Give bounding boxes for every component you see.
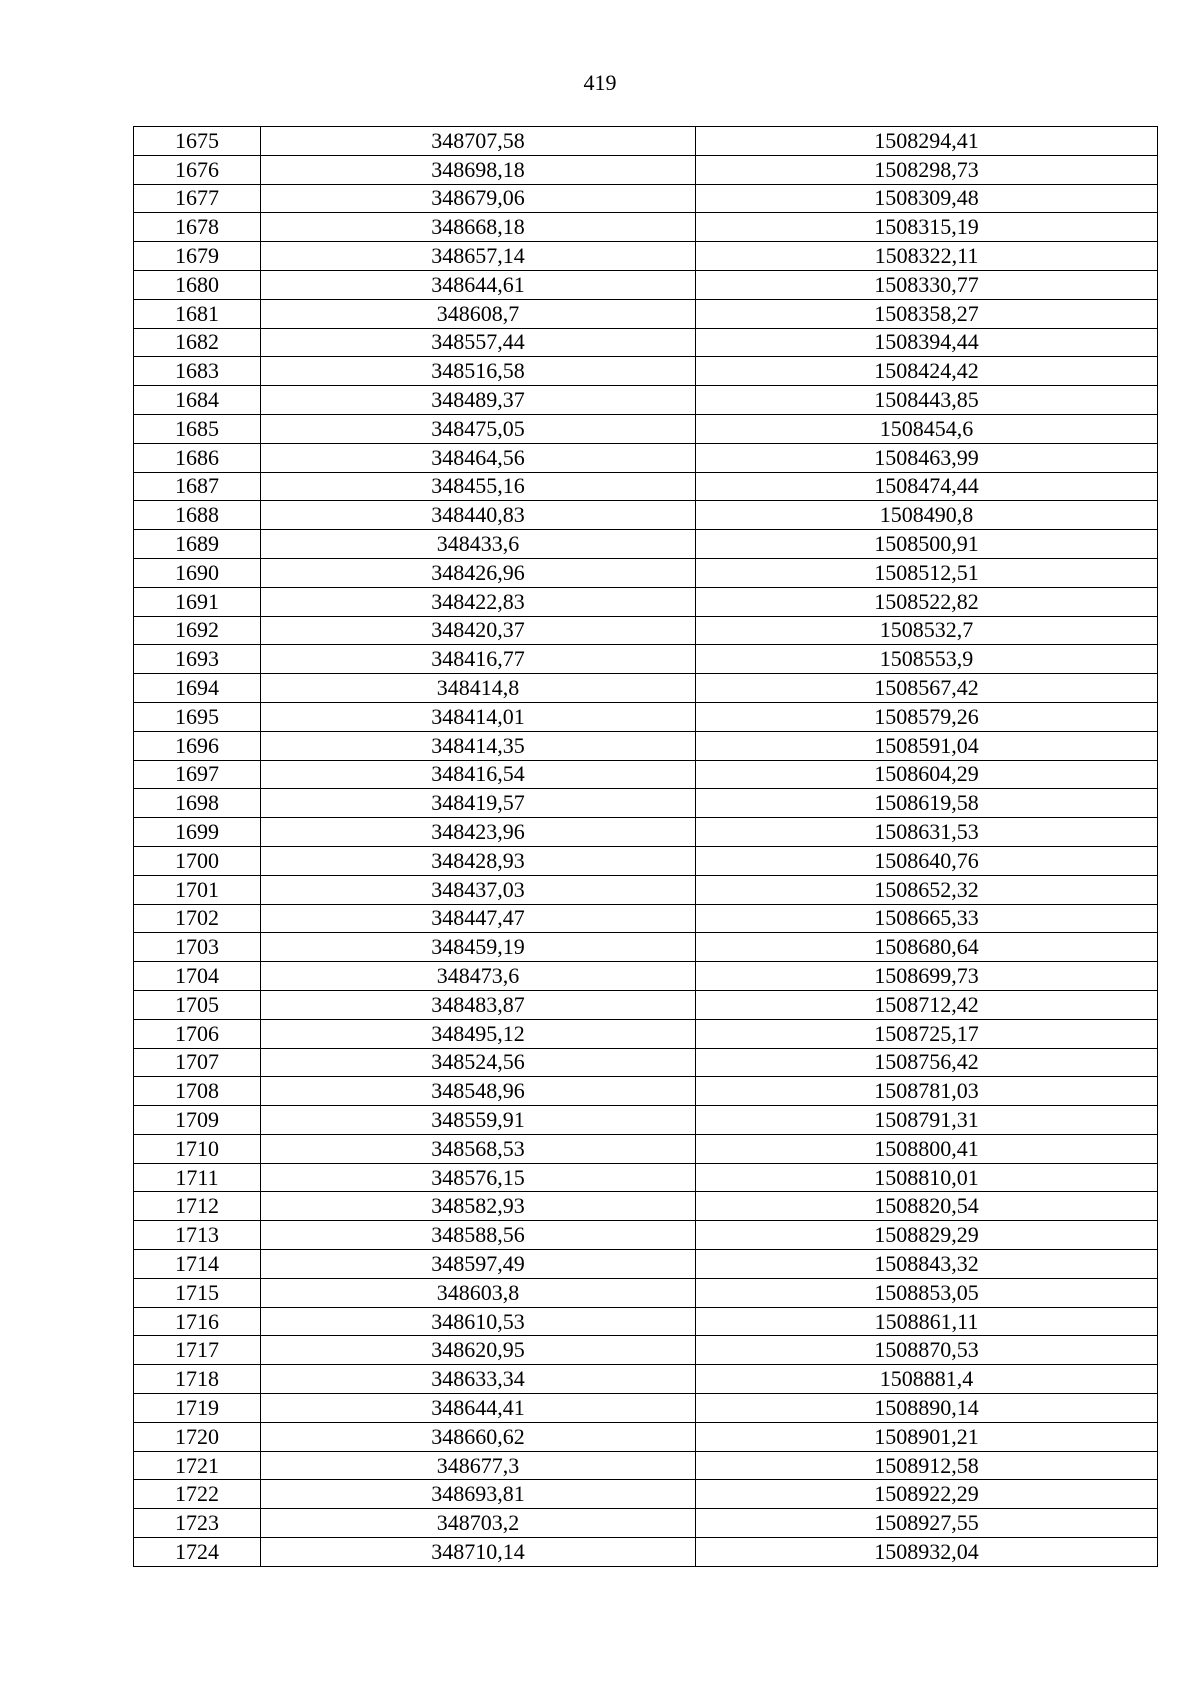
x-coordinate-cell: 348420,37: [261, 616, 696, 645]
table-row: [134, 184, 1158, 213]
point-number-cell: 1714: [134, 1250, 261, 1279]
y-coordinate-cell: 1508358,27: [696, 299, 1158, 328]
x-coordinate-cell: 348679,06: [261, 184, 696, 213]
point-number-cell: 1703: [134, 933, 261, 962]
x-coordinate-cell: 348416,54: [261, 760, 696, 789]
point-number-cell: 1698: [134, 789, 261, 818]
table-row: [134, 443, 1158, 472]
point-number-cell: 1691: [134, 587, 261, 616]
table-row: [134, 472, 1158, 501]
table-row: [134, 1048, 1158, 1077]
point-number-cell: 1701: [134, 875, 261, 904]
x-coordinate-cell: 348644,61: [261, 270, 696, 299]
point-number-cell: 1680: [134, 270, 261, 299]
point-number-cell: 1700: [134, 846, 261, 875]
table-row: [134, 155, 1158, 184]
table-row: [134, 731, 1158, 760]
y-coordinate-cell: 1508315,19: [696, 213, 1158, 242]
y-coordinate-cell: 1508298,73: [696, 155, 1158, 184]
x-coordinate-cell: 348703,2: [261, 1509, 696, 1538]
y-coordinate-cell: 1508881,4: [696, 1365, 1158, 1394]
point-number-cell: 1696: [134, 731, 261, 760]
table-row: [134, 1538, 1158, 1567]
table-row: [134, 1278, 1158, 1307]
table-row: [134, 270, 1158, 299]
x-coordinate-cell: 348657,14: [261, 242, 696, 271]
y-coordinate-cell: 1508829,29: [696, 1221, 1158, 1250]
table-row: [134, 328, 1158, 357]
x-coordinate-cell: 348582,93: [261, 1192, 696, 1221]
x-coordinate-cell: 348516,58: [261, 357, 696, 386]
x-coordinate-cell: 348710,14: [261, 1538, 696, 1567]
y-coordinate-cell: 1508553,9: [696, 645, 1158, 674]
table-row: [134, 1336, 1158, 1365]
y-coordinate-cell: 1508619,58: [696, 789, 1158, 818]
point-number-cell: 1692: [134, 616, 261, 645]
y-coordinate-cell: 1508712,42: [696, 990, 1158, 1019]
table-row: [134, 818, 1158, 847]
y-coordinate-cell: 1508522,82: [696, 587, 1158, 616]
point-number-cell: 1684: [134, 386, 261, 415]
point-number-cell: 1707: [134, 1048, 261, 1077]
y-coordinate-cell: 1508927,55: [696, 1509, 1158, 1538]
table-row: [134, 1307, 1158, 1336]
x-coordinate-cell: 348475,05: [261, 414, 696, 443]
x-coordinate-cell: 348668,18: [261, 213, 696, 242]
point-number-cell: 1723: [134, 1509, 261, 1538]
point-number-cell: 1682: [134, 328, 261, 357]
x-coordinate-cell: 348588,56: [261, 1221, 696, 1250]
x-coordinate-cell: 348422,83: [261, 587, 696, 616]
y-coordinate-cell: 1508791,31: [696, 1106, 1158, 1135]
table-row: [134, 1422, 1158, 1451]
point-number-cell: 1693: [134, 645, 261, 674]
table-row: [134, 1163, 1158, 1192]
x-coordinate-cell: 348495,12: [261, 1019, 696, 1048]
table-row: [134, 1509, 1158, 1538]
y-coordinate-cell: 1508424,42: [696, 357, 1158, 386]
point-number-cell: 1719: [134, 1394, 261, 1423]
x-coordinate-cell: 348548,96: [261, 1077, 696, 1106]
y-coordinate-cell: 1508901,21: [696, 1422, 1158, 1451]
x-coordinate-cell: 348576,15: [261, 1163, 696, 1192]
point-number-cell: 1681: [134, 299, 261, 328]
x-coordinate-cell: 348660,62: [261, 1422, 696, 1451]
point-number-cell: 1706: [134, 1019, 261, 1048]
point-number-cell: 1679: [134, 242, 261, 271]
point-number-cell: 1702: [134, 904, 261, 933]
table-row: [134, 1077, 1158, 1106]
table-row: [134, 587, 1158, 616]
table-row: [134, 501, 1158, 530]
table-row: [134, 558, 1158, 587]
x-coordinate-cell: 348414,35: [261, 731, 696, 760]
point-number-cell: 1687: [134, 472, 261, 501]
table-row: [134, 1250, 1158, 1279]
x-coordinate-cell: 348473,6: [261, 962, 696, 991]
y-coordinate-cell: 1508490,8: [696, 501, 1158, 530]
table-row: [134, 1019, 1158, 1048]
x-coordinate-cell: 348423,96: [261, 818, 696, 847]
table-row: [134, 127, 1158, 156]
table-row: [134, 933, 1158, 962]
table-row: [134, 1221, 1158, 1250]
point-number-cell: 1676: [134, 155, 261, 184]
table-row: [134, 1365, 1158, 1394]
table-row: [134, 242, 1158, 271]
table-row: [134, 414, 1158, 443]
point-number-cell: 1722: [134, 1480, 261, 1509]
y-coordinate-cell: 1508781,03: [696, 1077, 1158, 1106]
y-coordinate-cell: 1508500,91: [696, 530, 1158, 559]
coordinates-table: [133, 126, 1158, 1567]
y-coordinate-cell: 1508725,17: [696, 1019, 1158, 1048]
point-number-cell: 1718: [134, 1365, 261, 1394]
x-coordinate-cell: 348414,8: [261, 674, 696, 703]
y-coordinate-cell: 1508512,51: [696, 558, 1158, 587]
y-coordinate-cell: 1508532,7: [696, 616, 1158, 645]
y-coordinate-cell: 1508591,04: [696, 731, 1158, 760]
point-number-cell: 1715: [134, 1278, 261, 1307]
table-row: [134, 846, 1158, 875]
table-row: [134, 702, 1158, 731]
x-coordinate-cell: 348437,03: [261, 875, 696, 904]
point-number-cell: 1721: [134, 1451, 261, 1480]
y-coordinate-cell: 1508567,42: [696, 674, 1158, 703]
y-coordinate-cell: 1508800,41: [696, 1134, 1158, 1163]
x-coordinate-cell: 348489,37: [261, 386, 696, 415]
x-coordinate-cell: 348464,56: [261, 443, 696, 472]
x-coordinate-cell: 348633,34: [261, 1365, 696, 1394]
x-coordinate-cell: 348698,18: [261, 155, 696, 184]
point-number-cell: 1686: [134, 443, 261, 472]
table-row: [134, 875, 1158, 904]
y-coordinate-cell: 1508843,32: [696, 1250, 1158, 1279]
x-coordinate-cell: 348426,96: [261, 558, 696, 587]
x-coordinate-cell: 348693,81: [261, 1480, 696, 1509]
table-row: [134, 386, 1158, 415]
y-coordinate-cell: 1508322,11: [696, 242, 1158, 271]
y-coordinate-cell: 1508474,44: [696, 472, 1158, 501]
y-coordinate-cell: 1508443,85: [696, 386, 1158, 415]
table-row: [134, 1106, 1158, 1135]
x-coordinate-cell: 348483,87: [261, 990, 696, 1019]
y-coordinate-cell: 1508640,76: [696, 846, 1158, 875]
table-row: [134, 645, 1158, 674]
table-row: [134, 674, 1158, 703]
x-coordinate-cell: 348677,3: [261, 1451, 696, 1480]
y-coordinate-cell: 1508631,53: [696, 818, 1158, 847]
table-row: [134, 213, 1158, 242]
y-coordinate-cell: 1508861,11: [696, 1307, 1158, 1336]
point-number-cell: 1708: [134, 1077, 261, 1106]
x-coordinate-cell: 348440,83: [261, 501, 696, 530]
table-row: [134, 357, 1158, 386]
x-coordinate-cell: 348419,57: [261, 789, 696, 818]
x-coordinate-cell: 348559,91: [261, 1106, 696, 1135]
x-coordinate-cell: 348568,53: [261, 1134, 696, 1163]
point-number-cell: 1678: [134, 213, 261, 242]
table-row: [134, 1134, 1158, 1163]
y-coordinate-cell: 1508932,04: [696, 1538, 1158, 1567]
table-row: [134, 962, 1158, 991]
y-coordinate-cell: 1508680,64: [696, 933, 1158, 962]
table-row: [134, 1480, 1158, 1509]
point-number-cell: 1685: [134, 414, 261, 443]
point-number-cell: 1704: [134, 962, 261, 991]
point-number-cell: 1713: [134, 1221, 261, 1250]
y-coordinate-cell: 1508604,29: [696, 760, 1158, 789]
y-coordinate-cell: 1508820,54: [696, 1192, 1158, 1221]
coordinates-table-body: [134, 127, 1158, 1567]
point-number-cell: 1724: [134, 1538, 261, 1567]
x-coordinate-cell: 348597,49: [261, 1250, 696, 1279]
x-coordinate-cell: 348433,6: [261, 530, 696, 559]
x-coordinate-cell: 348459,19: [261, 933, 696, 962]
point-number-cell: 1717: [134, 1336, 261, 1365]
point-number-cell: 1711: [134, 1163, 261, 1192]
y-coordinate-cell: 1508756,42: [696, 1048, 1158, 1077]
y-coordinate-cell: 1508652,32: [696, 875, 1158, 904]
table-row: [134, 760, 1158, 789]
y-coordinate-cell: 1508912,58: [696, 1451, 1158, 1480]
x-coordinate-cell: 348610,53: [261, 1307, 696, 1336]
y-coordinate-cell: 1508463,99: [696, 443, 1158, 472]
x-coordinate-cell: 348608,7: [261, 299, 696, 328]
x-coordinate-cell: 348603,8: [261, 1278, 696, 1307]
x-coordinate-cell: 348557,44: [261, 328, 696, 357]
point-number-cell: 1705: [134, 990, 261, 1019]
x-coordinate-cell: 348455,16: [261, 472, 696, 501]
point-number-cell: 1712: [134, 1192, 261, 1221]
table-row: [134, 904, 1158, 933]
x-coordinate-cell: 348416,77: [261, 645, 696, 674]
y-coordinate-cell: 1508454,6: [696, 414, 1158, 443]
x-coordinate-cell: 348620,95: [261, 1336, 696, 1365]
table-row: [134, 990, 1158, 1019]
table-row: [134, 1192, 1158, 1221]
y-coordinate-cell: 1508810,01: [696, 1163, 1158, 1192]
table-row: [134, 616, 1158, 645]
point-number-cell: 1675: [134, 127, 261, 156]
table-row: [134, 1394, 1158, 1423]
y-coordinate-cell: 1508922,29: [696, 1480, 1158, 1509]
point-number-cell: 1690: [134, 558, 261, 587]
table-row: [134, 299, 1158, 328]
point-number-cell: 1710: [134, 1134, 261, 1163]
x-coordinate-cell: 348447,47: [261, 904, 696, 933]
page-number: 419: [583, 70, 617, 95]
point-number-cell: 1677: [134, 184, 261, 213]
y-coordinate-cell: 1508699,73: [696, 962, 1158, 991]
table-row: [134, 530, 1158, 559]
point-number-cell: 1688: [134, 501, 261, 530]
point-number-cell: 1699: [134, 818, 261, 847]
x-coordinate-cell: 348644,41: [261, 1394, 696, 1423]
y-coordinate-cell: 1508309,48: [696, 184, 1158, 213]
point-number-cell: 1695: [134, 702, 261, 731]
y-coordinate-cell: 1508890,14: [696, 1394, 1158, 1423]
point-number-cell: 1694: [134, 674, 261, 703]
point-number-cell: 1683: [134, 357, 261, 386]
y-coordinate-cell: 1508870,53: [696, 1336, 1158, 1365]
point-number-cell: 1697: [134, 760, 261, 789]
y-coordinate-cell: 1508294,41: [696, 127, 1158, 156]
x-coordinate-cell: 348707,58: [261, 127, 696, 156]
y-coordinate-cell: 1508853,05: [696, 1278, 1158, 1307]
x-coordinate-cell: 348414,01: [261, 702, 696, 731]
y-coordinate-cell: 1508394,44: [696, 328, 1158, 357]
y-coordinate-cell: 1508330,77: [696, 270, 1158, 299]
point-number-cell: 1689: [134, 530, 261, 559]
table-row: [134, 789, 1158, 818]
x-coordinate-cell: 348524,56: [261, 1048, 696, 1077]
y-coordinate-cell: 1508665,33: [696, 904, 1158, 933]
y-coordinate-cell: 1508579,26: [696, 702, 1158, 731]
point-number-cell: 1720: [134, 1422, 261, 1451]
point-number-cell: 1709: [134, 1106, 261, 1135]
x-coordinate-cell: 348428,93: [261, 846, 696, 875]
point-number-cell: 1716: [134, 1307, 261, 1336]
table-row: [134, 1451, 1158, 1480]
